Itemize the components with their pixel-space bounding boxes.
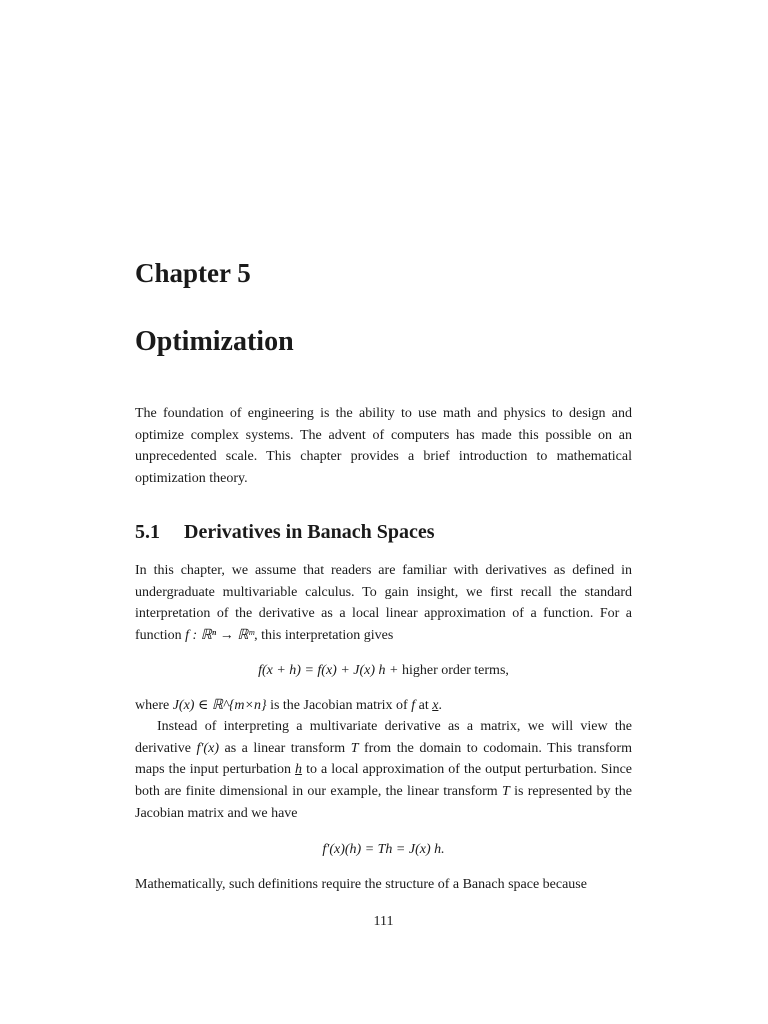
section-title: Derivatives in Banach Spaces: [184, 521, 435, 543]
p1-end: , this interpretation gives: [254, 628, 394, 644]
p1-math: f : ℝⁿ → ℝᵐ: [185, 628, 255, 644]
chapter-label: Chapter 5: [135, 258, 251, 288]
p3-a: Instead of interpreting a multivariate derivative as a matrix, we will view the derivative: [135, 719, 632, 756]
p2-b: is the Jacobian matrix of: [266, 698, 412, 713]
p3-math-4: T: [501, 784, 510, 800]
body-paragraph-1: [135, 560, 632, 647]
p3-math-2: T: [350, 740, 359, 756]
p3-math-1: f′(x): [196, 740, 219, 756]
p3-d: to a local approximation of the output perturbation. Since both are finite dimensional in our example, the linear transform: [135, 762, 632, 800]
body-paragraph-2: [135, 695, 632, 717]
p2-math-2: f: [411, 698, 416, 713]
p2-math-1: J(x) ∈ ℝ^{m×n}: [172, 698, 267, 713]
p2-c: at: [415, 698, 433, 713]
equation-1: [135, 660, 632, 682]
p3-c: from the domain to codomain. This transform maps the input perturbation: [135, 740, 632, 778]
intro-paragraph: The foundation of engineering is the ability to use math and physics to design and optimize complex systems. The advent of computers has made this possible on an unprecedented scale. This chapter provides a brief introduction to mathematical optimization theory.: [135, 406, 632, 487]
p3-e: is represented by the Jacobian matrix and we have: [135, 784, 632, 821]
body-paragraph-4: Mathematically, such definitions require the structure of a Banach space because: [135, 877, 587, 892]
p3-math-3: h: [295, 762, 303, 778]
equation-2: f′(x)(h) = Th = J(x) h.: [322, 842, 445, 857]
chapter-title: Optimization: [135, 326, 294, 357]
p2-d: .: [438, 698, 442, 713]
eq1-right: higher order terms,: [401, 663, 509, 678]
p2-math-3: x: [432, 698, 439, 713]
body-paragraph-3: [135, 716, 632, 825]
p1-text: In this chapter, we assume that readers are familiar with derivatives as defined in undergraduate multivariable calculus. To gain insight, we first recall the standard interpretation of the derivative as a local linear approximation of a function. For a function: [135, 563, 632, 644]
page-number: 111: [373, 914, 394, 929]
p2-a: where: [135, 698, 173, 713]
section-number: 5.1: [135, 521, 160, 543]
p3-b: as a linear transform: [218, 740, 351, 756]
section-heading: [135, 519, 435, 545]
eq1-left: f(x + h) = f(x) + J(x) h +: [258, 663, 402, 678]
